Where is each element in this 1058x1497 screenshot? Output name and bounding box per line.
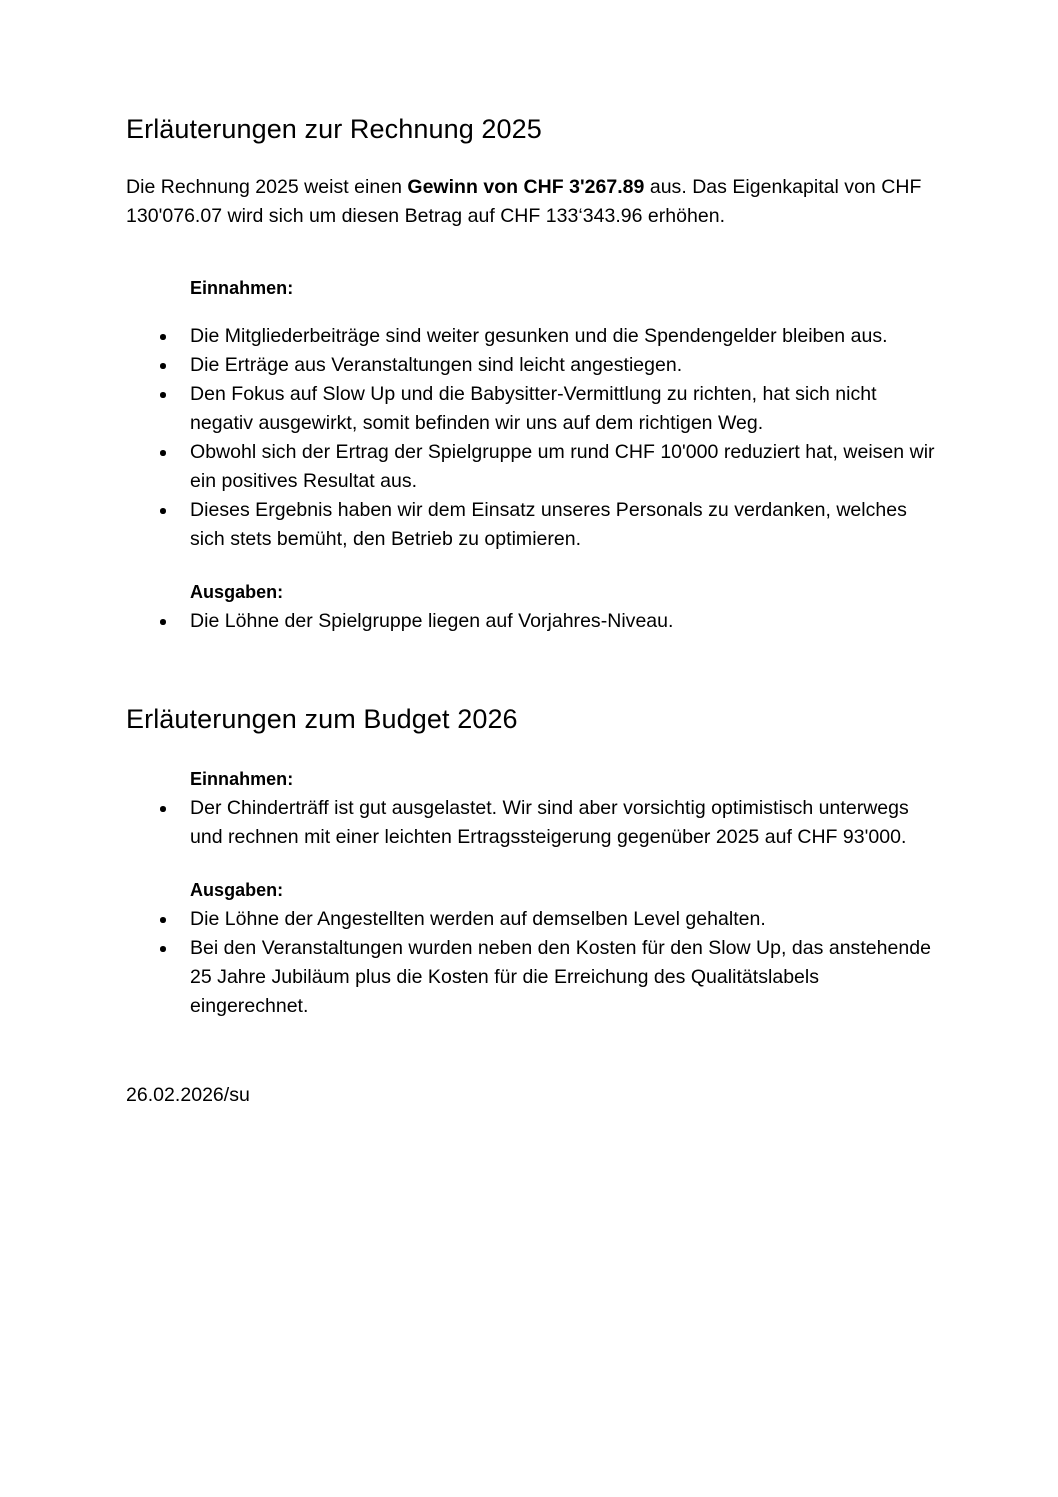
list-einnahmen-budget [126,794,936,852]
list-item: Dieses Ergebnis haben wir dem Einsatz unseres Personals zu verdanken, welches sich stets bemüht, den Betrieb zu optimieren. [126,496,936,554]
subheading-einnahmen-rechnung: Einnahmen: [190,278,294,298]
subheading-ausgaben-rechnung: Ausgaben: [190,582,284,602]
document-body [126,112,936,1109]
heading-rechnung-2025: Erläuterungen zur Rechnung 2025 [126,114,542,144]
footer-date: 26.02.2026/su [126,1084,250,1106]
list-ausgaben-rechnung [126,607,936,636]
subheading-ausgaben-budget: Ausgaben: [190,880,284,900]
list-item: Die Löhne der Angestellten werden auf demselben Level gehalten. [126,905,936,934]
list-item: Obwohl sich der Ertrag der Spielgruppe um rund CHF 10'000 reduziert hat, weisen wir ein positives Resultat aus. [126,438,936,496]
list-item: Bei den Veranstaltungen wurden neben den Kosten für den Slow Up, das anstehende 25 Jahre Jubiläum plus die Kosten für die Erreichung des Qualitätslabels eingerechnet. [126,934,936,1021]
intro-profit-amount: Gewinn von CHF 3'267.89 [407,176,645,198]
list-einnahmen-rechnung [126,322,936,554]
intro-text-part2: aus. Das Eigenkapital von CHF 130'076.07 wird sich um diesen Betrag auf CHF 133‘343.96 erhöhen. [126,176,922,227]
list-item: Die Löhne der Spielgruppe liegen auf Vorjahres-Niveau. [126,607,936,636]
list-item: Der Chinderträff ist gut ausgelastet. Wir sind aber vorsichtig optimistisch unterwegs und rechnen mit einer leichten Ertragssteigerung gegenüber 2025 auf CHF 93'000. [126,794,936,852]
list-item: Die Mitgliederbeiträge sind weiter gesunken und die Spendengelder bleiben aus. [126,322,936,351]
intro-text-part1: Die Rechnung 2025 weist einen [126,176,408,198]
intro-paragraph-rechnung [126,173,936,230]
heading-budget-2026: Erläuterungen zum Budget 2026 [126,704,518,734]
list-ausgaben-budget [126,905,936,1021]
list-item: Die Erträge aus Veranstaltungen sind leicht angestiegen. [126,351,936,380]
list-item: Den Fokus auf Slow Up und die Babysitter-Vermittlung zu richten, hat sich nicht negativ ausgewirkt, somit befinden wir uns auf dem richtigen Weg. [126,380,936,438]
subheading-einnahmen-budget: Einnahmen: [190,769,294,789]
